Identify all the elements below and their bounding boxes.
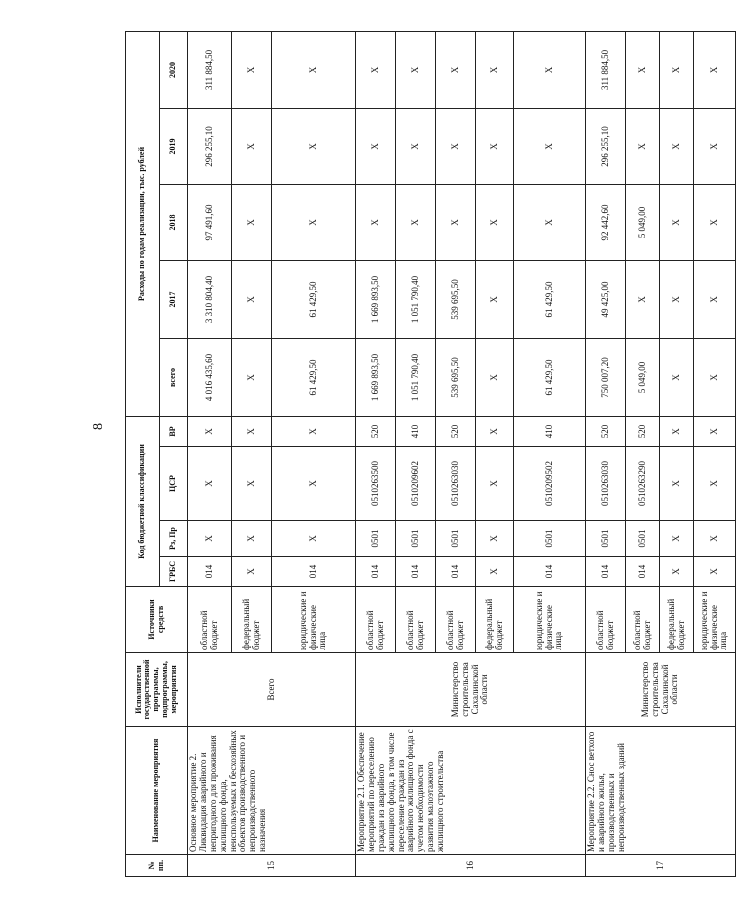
cell-y2019: X <box>476 108 514 184</box>
cell-grbs: 014 <box>514 557 586 587</box>
cell-rz: 0501 <box>626 521 660 557</box>
activity-name: Мероприятие 2.1. Обеспечение мероприятий по переселению граждан из аварийного жилищного фонда, в том числе переселение граждан из аварийного жилищного фонда с учетом необходимости развития малоэтажного жилищного строительства <box>356 727 586 855</box>
cell-total: X <box>660 338 694 416</box>
header-2018: 2018 <box>160 184 188 260</box>
cell-y2020: X <box>694 31 736 108</box>
cell-y2020: 311 884,50 <box>586 31 626 108</box>
cell-src: федеральный бюджет <box>660 587 694 653</box>
row-number: 16 <box>356 855 586 877</box>
header-rzpr: Рз, Пр <box>160 521 188 557</box>
cell-total: 61 429,50 <box>272 338 356 416</box>
cell-vr: 520 <box>356 416 396 446</box>
cell-src: юридические и физические лица <box>272 587 356 653</box>
cell-y2017: 539 695,50 <box>436 260 476 338</box>
cell-src: областной бюджет <box>626 587 660 653</box>
cell-rz: 0501 <box>356 521 396 557</box>
cell-vr: X <box>188 416 232 446</box>
header-executor: Исполнители государственной программы, подпрограммы, мероприятия <box>126 653 188 727</box>
cell-csr: 0510263500 <box>356 447 396 521</box>
cell-grbs: 014 <box>626 557 660 587</box>
cell-y2020: 311 884,50 <box>188 31 232 108</box>
cell-y2019: 296 255,10 <box>188 108 232 184</box>
cell-y2019: X <box>436 108 476 184</box>
table-row <box>356 31 396 876</box>
cell-y2019: 296 255,10 <box>586 108 626 184</box>
cell-rz: X <box>272 521 356 557</box>
cell-y2020: X <box>626 31 660 108</box>
cell-y2020: X <box>356 31 396 108</box>
cell-y2018: X <box>694 184 736 260</box>
cell-vr: X <box>272 416 356 446</box>
cell-src: областной бюджет <box>396 587 436 653</box>
cell-y2020: X <box>396 31 436 108</box>
cell-y2017: 61 429,50 <box>514 260 586 338</box>
cell-src: областной бюджет <box>188 587 232 653</box>
cell-vr: 520 <box>586 416 626 446</box>
cell-y2018: X <box>396 184 436 260</box>
cell-vr: 410 <box>396 416 436 446</box>
cell-csr: X <box>476 447 514 521</box>
cell-rz: X <box>660 521 694 557</box>
activity-name: Основное мероприятие 2. Ликвидация аварийного и непригодного для проживания жилищного фонда, неиспользуемых и бесхозяйных объектов производственного и непроизводственного назначения <box>188 727 356 855</box>
cell-grbs: 014 <box>188 557 232 587</box>
cell-y2020: X <box>476 31 514 108</box>
cell-y2020: X <box>514 31 586 108</box>
executor: Министерство строительства Сахалинской области <box>356 653 586 727</box>
cell-y2020: X <box>660 31 694 108</box>
cell-src: федеральный бюджет <box>232 587 272 653</box>
cell-y2017: 61 429,50 <box>272 260 356 338</box>
cell-vr: X <box>232 416 272 446</box>
cell-vr: X <box>694 416 736 446</box>
cell-src: областной бюджет <box>436 587 476 653</box>
cell-csr: X <box>694 447 736 521</box>
cell-y2020: X <box>436 31 476 108</box>
cell-y2019: X <box>626 108 660 184</box>
cell-y2019: X <box>356 108 396 184</box>
table-row <box>188 31 232 876</box>
cell-total: 539 695,50 <box>436 338 476 416</box>
header-2019: 2019 <box>160 108 188 184</box>
cell-grbs: 014 <box>272 557 356 587</box>
row-number: 17 <box>586 855 736 877</box>
cell-y2018: X <box>514 184 586 260</box>
cell-vr: 410 <box>514 416 586 446</box>
cell-y2017: X <box>476 260 514 338</box>
cell-src: областной бюджет <box>586 587 626 653</box>
cell-src: юридические и физические лица <box>694 587 736 653</box>
cell-total: 4 016 435,60 <box>188 338 232 416</box>
cell-rz: 0501 <box>436 521 476 557</box>
header-2020: 2020 <box>160 31 188 108</box>
cell-y2019: X <box>272 108 356 184</box>
table-row <box>586 31 626 876</box>
header-total: всего <box>160 338 188 416</box>
cell-rz: 0501 <box>586 521 626 557</box>
cell-csr: X <box>660 447 694 521</box>
cell-y2017: 49 425,00 <box>586 260 626 338</box>
cell-y2018: X <box>436 184 476 260</box>
cell-y2018: X <box>272 184 356 260</box>
cell-total: 1 051 790,40 <box>396 338 436 416</box>
cell-y2020: X <box>232 31 272 108</box>
cell-total: X <box>232 338 272 416</box>
cell-csr: X <box>232 447 272 521</box>
cell-y2018: X <box>476 184 514 260</box>
cell-y2019: X <box>694 108 736 184</box>
cell-grbs: 014 <box>586 557 626 587</box>
header-name: Наименование мероприятия <box>126 727 188 855</box>
cell-rz: X <box>188 521 232 557</box>
header-budget-code: Код бюджетной классификации <box>126 416 160 586</box>
cell-y2018: 92 442,60 <box>586 184 626 260</box>
cell-rz: 0501 <box>514 521 586 557</box>
cell-y2019: X <box>514 108 586 184</box>
cell-csr: 0510263030 <box>586 447 626 521</box>
cell-y2017: X <box>660 260 694 338</box>
cell-y2019: X <box>396 108 436 184</box>
header-2017: 2017 <box>160 260 188 338</box>
cell-csr: 0510263030 <box>436 447 476 521</box>
cell-grbs: X <box>694 557 736 587</box>
cell-y2017: X <box>694 260 736 338</box>
cell-csr: 0510263290 <box>626 447 660 521</box>
cell-rz: 0501 <box>396 521 436 557</box>
executor: Министерство строительства Сахалинской области <box>586 653 736 727</box>
cell-y2017: X <box>626 260 660 338</box>
activity-name: Мероприятие 2.2. Снос ветхого и аварийного жилья, производственных и непроизводственных зданий <box>586 727 736 855</box>
cell-csr: 0510209502 <box>514 447 586 521</box>
cell-total: 750 007,20 <box>586 338 626 416</box>
cell-grbs: X <box>660 557 694 587</box>
cell-csr: 0510209602 <box>396 447 436 521</box>
cell-total: 5 049,00 <box>626 338 660 416</box>
cell-y2018: 5 049,00 <box>626 184 660 260</box>
cell-csr: X <box>272 447 356 521</box>
cell-total: 61 429,50 <box>514 338 586 416</box>
cell-y2019: X <box>232 108 272 184</box>
cell-y2017: X <box>232 260 272 338</box>
cell-rz: X <box>694 521 736 557</box>
cell-grbs: 014 <box>436 557 476 587</box>
cell-rz: X <box>476 521 514 557</box>
header-vr: ВР <box>160 416 188 446</box>
header-source: Источники средств <box>126 587 188 653</box>
cell-src: юридические и физические лица <box>514 587 586 653</box>
cell-grbs: 014 <box>396 557 436 587</box>
cell-y2017: 1 669 893,50 <box>356 260 396 338</box>
cell-y2018: 97 491,60 <box>188 184 232 260</box>
cell-grbs: X <box>476 557 514 587</box>
cell-y2019: X <box>660 108 694 184</box>
cell-src: областной бюджет <box>356 587 396 653</box>
cell-y2018: X <box>356 184 396 260</box>
cell-vr: X <box>660 416 694 446</box>
cell-grbs: 014 <box>356 557 396 587</box>
row-number: 15 <box>188 855 356 877</box>
budget-table-container <box>125 32 729 872</box>
cell-total: X <box>476 338 514 416</box>
cell-vr: X <box>476 416 514 446</box>
cell-grbs: X <box>232 557 272 587</box>
header-expenses: Расходы по годам реализации, тыс. рублей <box>126 31 160 416</box>
cell-rz: X <box>232 521 272 557</box>
cell-vr: 520 <box>436 416 476 446</box>
cell-total: 1 669 893,50 <box>356 338 396 416</box>
cell-src: федеральный бюджет <box>476 587 514 653</box>
cell-y2018: X <box>660 184 694 260</box>
cell-total: X <box>694 338 736 416</box>
cell-csr: X <box>188 447 232 521</box>
cell-y2017: 1 051 790,40 <box>396 260 436 338</box>
page-number: 8 <box>91 423 106 430</box>
executor: Всего <box>188 653 356 727</box>
header-csr: ЦСР <box>160 447 188 521</box>
header-num: № пп. <box>126 855 188 877</box>
cell-y2017: 3 310 804,40 <box>188 260 232 338</box>
cell-y2020: X <box>272 31 356 108</box>
cell-y2018: X <box>232 184 272 260</box>
cell-vr: 520 <box>626 416 660 446</box>
budget-table <box>125 31 736 877</box>
header-grbs: ГРБС <box>160 557 188 587</box>
